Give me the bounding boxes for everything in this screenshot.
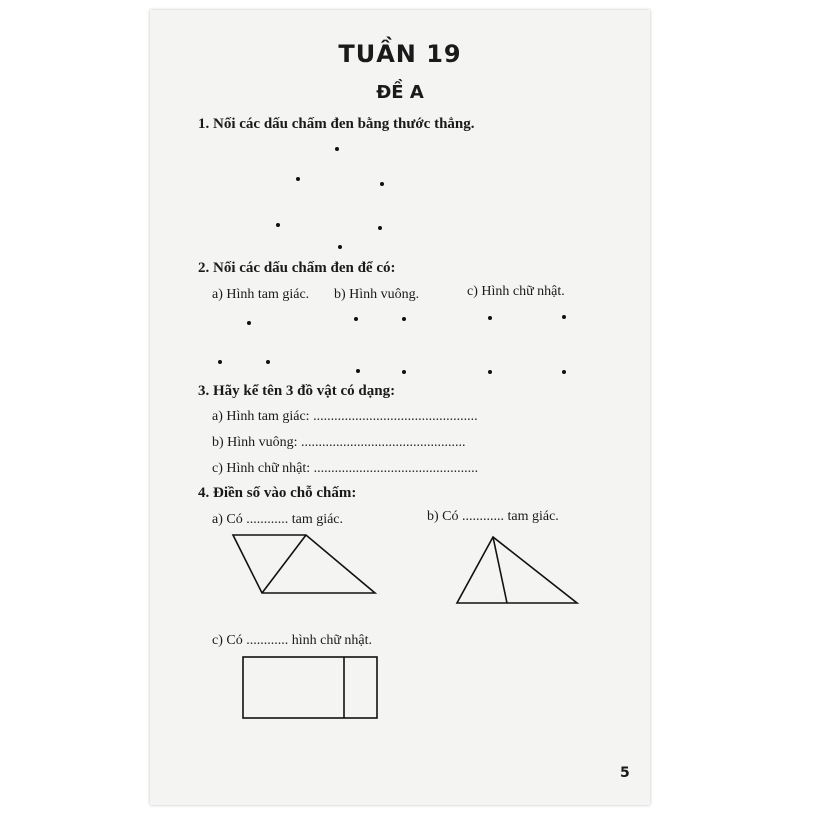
figure-layer xyxy=(150,10,650,805)
question-4a-label: a) Có ............ tam giác. xyxy=(212,512,344,527)
page-subtitle: ĐỀ A xyxy=(376,82,424,103)
question-3a-line: a) Hình tam giác: ............................................... xyxy=(212,409,478,424)
question-4c-label: c) Có ............ hình chữ nhật. xyxy=(212,633,373,648)
figure-4c-rectangle xyxy=(243,657,377,718)
question-2a-label: a) Hình tam giác. xyxy=(212,287,310,302)
question-3b-line: b) Hình vuông: ............................................... xyxy=(212,435,466,450)
question-3: 3. Hãy kể tên 3 đồ vật có dạng: xyxy=(198,383,396,399)
question-2: 2. Nối các dấu chấm đen để có: xyxy=(198,260,396,276)
question-4b-label: b) Có ............ tam giác. xyxy=(427,509,559,524)
question-4: 4. Điền số vào chỗ chấm: xyxy=(198,485,357,501)
figure-4b-triangle xyxy=(457,537,577,603)
question-3c-line: c) Hình chữ nhật: ............................................... xyxy=(212,461,479,476)
question-1: 1. Nối các dấu chấm đen bằng thước thẳng. xyxy=(198,116,475,132)
page-number: 5 xyxy=(620,765,630,781)
question-2c-label: c) Hình chữ nhật. xyxy=(467,284,565,299)
page-title: TUẦN 19 xyxy=(338,40,462,68)
question-2b-label: b) Hình vuông. xyxy=(334,287,420,302)
figure-4a-trapezoid xyxy=(233,535,375,593)
workbook-page xyxy=(150,10,650,805)
